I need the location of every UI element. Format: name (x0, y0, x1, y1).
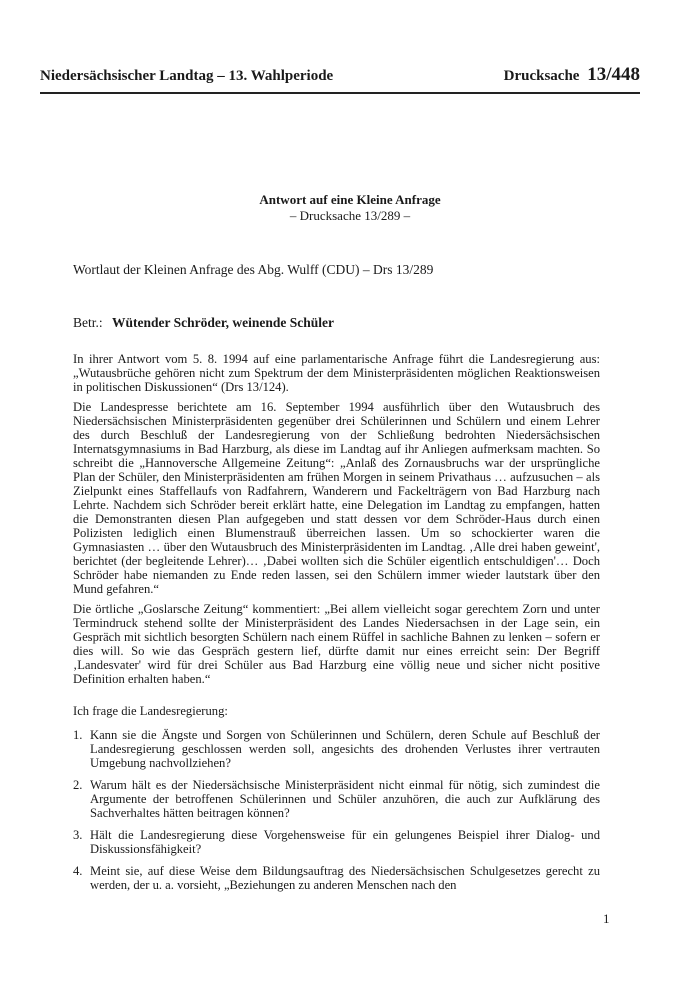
subject-label: Betr.: (73, 315, 103, 330)
document-body (73, 352, 600, 900)
paragraph: Die örtliche „Goslarsche Zeitung“ kommentiert: „Bei allem vielleicht sogar gerechtem Zorn und unter Termindruck stehend sollte der Ministerpräsident des Landes Niedersachsen in der Lage sein, ein Gespräch mit sichtlich besorgten Schülern nach einem Rüffel in sachliche Bahnen zu lenken – sofern er dies will. So wie das Gespräch gestern lief, dürfte damit nur eines erreicht sein: Der Begriff ‚Landesvater' wird für drei Schüler aus Bad Harzburg eine völlig neue und sicher nicht positive Definition erhalten haben.“ (73, 602, 600, 686)
question-item (73, 778, 600, 820)
document-title: Antwort auf eine Kleine Anfrage (259, 192, 441, 207)
paragraph: In ihrer Antwort vom 5. 8. 1994 auf eine parlamentarische Anfrage führt die Landesregierung aus: „Wutausbrüche gehören nicht zum Spektrum der dem Ministerpräsidenten möglichen Reaktionsweisen in politischen Diskussionen“ (Drs 13/124). (73, 352, 600, 394)
subject-text: Wütender Schröder, weinende Schüler (112, 315, 335, 330)
question-item (73, 728, 600, 770)
parliament-label: Niedersächsischer Landtag – 13. Wahlperiode (40, 68, 334, 84)
question-list (73, 728, 600, 892)
subject-heading (73, 315, 334, 331)
title-block (0, 192, 700, 224)
header-rule (40, 92, 640, 94)
question-item (73, 864, 600, 892)
question-text: Hält die Landesregierung diese Vorgehensweise für ein gelungenes Beispiel ihrer Dialog- und Diskussionsfähigkeit? (90, 828, 600, 856)
drucksache-label (504, 64, 640, 86)
question-number: 1. (73, 728, 83, 742)
document-header (40, 64, 640, 86)
question-text: Meint sie, auf diese Weise dem Bildungsauftrag des Niedersächsischen Schulgesetzes gerecht zu werden, der u. a. vorsieht, „Beziehungen zu anderen Menschen nach den (90, 864, 600, 892)
drucksache-number: 13/448 (587, 64, 640, 85)
drucksache-word: Drucksache (503, 68, 580, 84)
question-number: 4. (73, 864, 83, 878)
question-number: 3. (73, 828, 83, 842)
question-text: Warum hält es der Niedersächsische Ministerpräsident nicht einmal für nötig, sich zumindest die Argumente der betroffenen Schülerinnen und Schüler anzuhören, die auch zur Aufklärung des Sachverhaltes hätten beitragen können? (90, 778, 600, 820)
paragraph: Die Landespresse berichtete am 16. September 1994 ausführlich über den Wutausbruch des Niedersächsischen Ministerpräsidenten gegenüber drei Schülerinnen und Schülern und einem Lehrer des durch Beschluß der Landesregierung von der Schließung bedrohten Niedersächsischen Internatsgymnasiums in Bad Harzburg, als diese im Landtag auf ihr Anliegen aufmerksam machten. So schreibt die „Hannoversche Allgemeine Zeitung“: „Anlaß des Zornausbruchs war der ursprüngliche Plan der Schüler, den Ministerpräsidenten am frühen Morgen in seinem Privathaus … aufzusuchen – als Zielpunkt eines Staffellaufs von Radfahrern, Wanderern und Fackelträgern von Bad Harzburg nach Lehrte. Nachdem sich Schröder bereit erklärt hatte, eine Delegation im Landtag zu empfangen, hatten die Demonstranten diesen Plan aufgegeben und statt dessen vor dem Schröder-Haus durch einen Polizisten lediglich einen Blumenstrauß überreichen lassen. Um so schockierter waren die Gymnasiasten … über den Wutausbruch des Ministerpräsidenten im Landtag. ‚Alle drei haben geweint', berichtet (der begleitende Lehrer)… ‚Dabei wollten sich die Schüler eigentlich entschuldigen'… Doch Schröder habe niemanden zu Ende reden lassen, sei den Schülern immer wieder lautstark über den Mund gefahren.“ (73, 400, 600, 596)
question-number: 2. (73, 778, 83, 792)
question-intro: Ich frage die Landesregierung: (73, 704, 228, 718)
inquiry-wording-line: Wortlaut der Kleinen Anfrage des Abg. Wulff (CDU) – Drs 13/289 (73, 262, 434, 277)
question-text: Kann sie die Ängste und Sorgen von Schülerinnen und Schülern, deren Schule auf Beschluß der Landesregierung geschlossen werden soll, angesichts des drohenden Verlustes ihrer vertrauten Umgebung nachvollziehen? (90, 728, 600, 770)
page-number: 1 (603, 911, 610, 926)
question-item (73, 828, 600, 856)
document-subtitle: – Drucksache 13/289 – (289, 208, 411, 223)
